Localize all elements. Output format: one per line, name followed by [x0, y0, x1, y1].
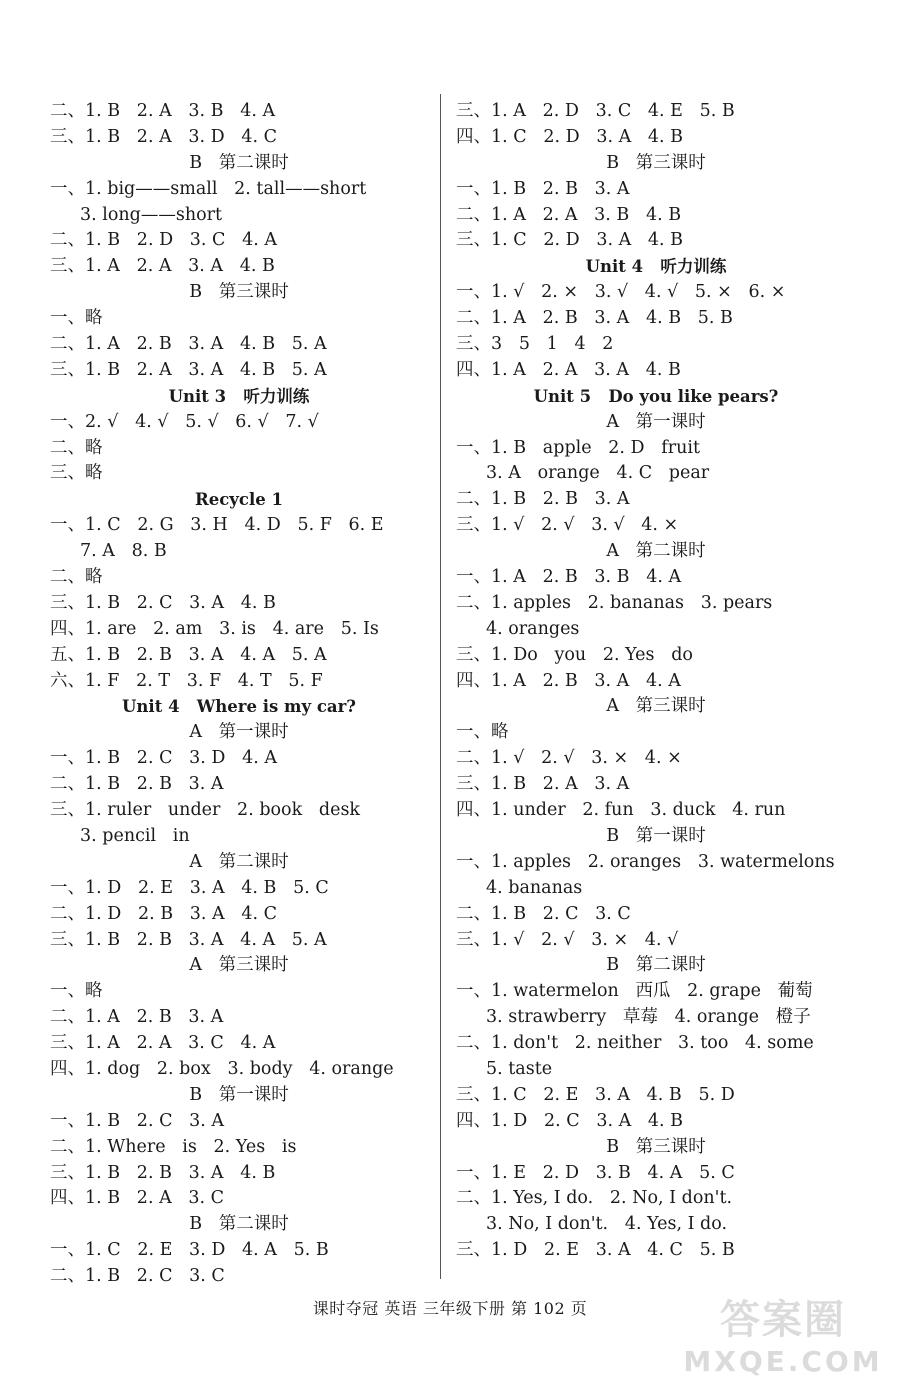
watermark-top-text: 答案圈	[720, 1297, 846, 1343]
answer-line: 三、1. B 2. A 3. A 4. B 5. A	[50, 359, 327, 380]
section-heading: A 第二课时	[606, 541, 706, 562]
answer-line: 3. No, I don't. 4. Yes, I do.	[486, 1214, 728, 1235]
answer-line: 三、1. Do you 2. Yes do	[456, 644, 693, 665]
answer-line: 二、1. A 2. A 3. B 4. B	[456, 204, 682, 225]
section-heading: Unit 4 Where is my car?	[122, 697, 356, 717]
answer-line: 四、1. A 2. A 3. A 4. B	[456, 359, 681, 380]
column-divider	[440, 94, 441, 1279]
answer-line: 一、1. D 2. E 3. A 4. B 5. C	[50, 877, 329, 898]
section-heading: A 第三课时	[189, 955, 289, 976]
answer-line: 一、1. B apple 2. D fruit	[456, 437, 701, 458]
section-heading: B 第二课时	[189, 152, 289, 173]
answer-line: 一、1. √ 2. × 3. √ 4. √ 5. × 6. ×	[456, 282, 786, 303]
answer-line: 三、1. C 2. E 3. A 4. B 5. D	[456, 1084, 735, 1105]
answer-line: 一、1. watermelon 西瓜 2. grape 葡萄	[456, 981, 813, 1002]
answer-line: 一、1. A 2. B 3. B 4. A	[456, 567, 682, 588]
answer-line: 一、1. C 2. G 3. H 4. D 5. F 6. E	[50, 515, 384, 536]
answer-line: 一、1. big——small 2. tall——short	[50, 178, 367, 199]
section-heading: A 第三课时	[606, 696, 706, 717]
answer-line: 4. oranges	[486, 618, 580, 639]
section-heading: Unit 5 Do you like pears?	[533, 386, 779, 406]
section-heading: B 第二课时	[189, 1214, 289, 1235]
answer-line: 一、略	[50, 308, 103, 329]
answer-line: 二、1. √ 2. √ 3. × 4. ×	[456, 748, 682, 769]
answer-line: 四、1. A 2. B 3. A 4. A	[456, 670, 681, 691]
answer-line: 五、1. B 2. B 3. A 4. A 5. A	[50, 644, 327, 665]
answer-line: 六、1. F 2. T 3. F 4. T 5. F	[50, 670, 323, 691]
answer-line: 二、1. B 2. C 3. C	[456, 903, 631, 924]
answer-line: 三、1. B 2. B 3. A 4. A 5. A	[50, 929, 327, 950]
answer-line: 3. strawberry 草莓 4. orange 橙子	[486, 1007, 811, 1028]
answer-line: 三、1. A 2. A 3. A 4. B	[50, 256, 275, 277]
answer-line: 一、1. B 2. C 3. A	[50, 1110, 225, 1131]
answer-line: 一、1. B 2. C 3. D 4. A	[50, 748, 278, 769]
answer-line: 三、1. ruler under 2. book desk	[50, 800, 361, 821]
answer-line: 三、1. B 2. C 3. A 4. B	[50, 592, 276, 613]
answer-line: 三、1. B 2. A 3. D 4. C	[50, 126, 278, 147]
answer-line: 一、1. C 2. E 3. D 4. A 5. B	[50, 1240, 329, 1261]
answer-line: 3. pencil in	[80, 825, 190, 846]
answer-line: 三、1. A 2. D 3. C 4. E 5. B	[456, 101, 735, 121]
answer-line: 三、1. A 2. A 3. C 4. A	[50, 1033, 276, 1054]
watermark-logo	[678, 1288, 888, 1384]
answer-line: 4. bananas	[486, 877, 583, 898]
answer-line: 四、1. B 2. A 3. C	[50, 1188, 225, 1209]
answer-line: 四、1. are 2. am 3. is 4. are 5. Is	[50, 618, 379, 639]
answer-line: 3. long——short	[80, 204, 223, 225]
answer-line: 二、略	[50, 437, 103, 458]
answer-line: 一、2. √ 4. √ 5. √ 6. √ 7. √	[50, 411, 319, 432]
answer-line: 二、1. B 2. B 3. A	[456, 489, 630, 510]
answer-line: 二、1. apples 2. bananas 3. pears	[456, 592, 773, 613]
answer-line: 三、1. B 2. A 3. A	[456, 774, 630, 795]
answer-line: 三、1. √ 2. √ 3. × 4. √	[456, 929, 679, 950]
section-heading: Recycle 1	[195, 490, 283, 510]
answer-line: 二、1. D 2. B 3. A 4. C	[50, 903, 278, 924]
section-heading: B 第三课时	[189, 282, 289, 303]
right-column	[456, 99, 856, 1264]
answer-line: 四、1. under 2. fun 3. duck 4. run	[456, 800, 786, 821]
answer-line: 7. A 8. B	[80, 541, 167, 562]
watermark-bottom-text: MXQE.COM	[683, 1345, 883, 1378]
answer-line: 三、1. √ 2. √ 3. √ 4. ×	[456, 515, 679, 536]
answer-line: 一、略	[456, 722, 509, 743]
answer-line: 5. taste	[486, 1058, 553, 1079]
answer-line: 一、略	[50, 981, 103, 1002]
answer-line: 一、1. apples 2. oranges 3. watermelons	[456, 851, 835, 872]
section-heading: B 第一课时	[606, 825, 706, 846]
answer-line: 一、1. B 2. B 3. A	[456, 178, 630, 199]
answer-line: 二、1. don't 2. neither 3. too 4. some	[456, 1033, 814, 1054]
section-heading: A 第一课时	[606, 411, 706, 432]
section-heading: Unit 4 听力训练	[585, 257, 727, 277]
answer-line: 3. A orange 4. C pear	[486, 463, 710, 484]
answer-line: 二、1. B 2. C 3. C	[50, 1266, 225, 1287]
answer-line: 三、略	[50, 463, 103, 484]
section-heading: Unit 3 听力训练	[168, 386, 310, 406]
answer-line: 二、1. A 2. B 3. A	[50, 1007, 224, 1028]
answer-line: 二、1. B 2. B 3. A	[50, 774, 224, 795]
section-heading: A 第一课时	[189, 722, 289, 743]
answer-line: 三、1. C 2. D 3. A 4. B	[456, 230, 684, 251]
left-column	[50, 99, 428, 1290]
section-heading: B 第三课时	[606, 1136, 706, 1157]
answer-line: 三、1. D 2. E 3. A 4. C 5. B	[456, 1240, 735, 1261]
section-heading: B 第三课时	[606, 152, 706, 173]
answer-line: 二、1. Yes, I do. 2. No, I don't.	[456, 1188, 733, 1209]
answer-line: 二、略	[50, 567, 103, 588]
answer-line: 四、1. C 2. D 3. A 4. B	[456, 126, 684, 147]
section-heading: A 第二课时	[189, 851, 289, 872]
answer-line: 三、3 5 1 4 2	[456, 334, 614, 355]
answer-line: 四、1. dog 2. box 3. body 4. orange	[50, 1058, 394, 1079]
answer-line: 四、1. D 2. C 3. A 4. B	[456, 1110, 684, 1131]
answer-line: 一、1. E 2. D 3. B 4. A 5. C	[456, 1162, 735, 1183]
answer-line: 二、1. Where is 2. Yes is	[50, 1136, 297, 1157]
section-heading: B 第一课时	[189, 1084, 289, 1105]
section-heading: B 第二课时	[606, 955, 706, 976]
answer-line: 二、1. A 2. B 3. A 4. B 5. B	[456, 308, 733, 329]
page-footer: 课时夺冠 英语 三年级下册 第 102 页	[312, 1299, 588, 1318]
answer-line: 二、1. A 2. B 3. A 4. B 5. A	[50, 334, 327, 355]
answer-line: 二、1. B 2. A 3. B 4. A	[50, 101, 276, 121]
answer-line: 三、1. B 2. B 3. A 4. B	[50, 1162, 276, 1183]
answer-line: 二、1. B 2. D 3. C 4. A	[50, 230, 278, 251]
